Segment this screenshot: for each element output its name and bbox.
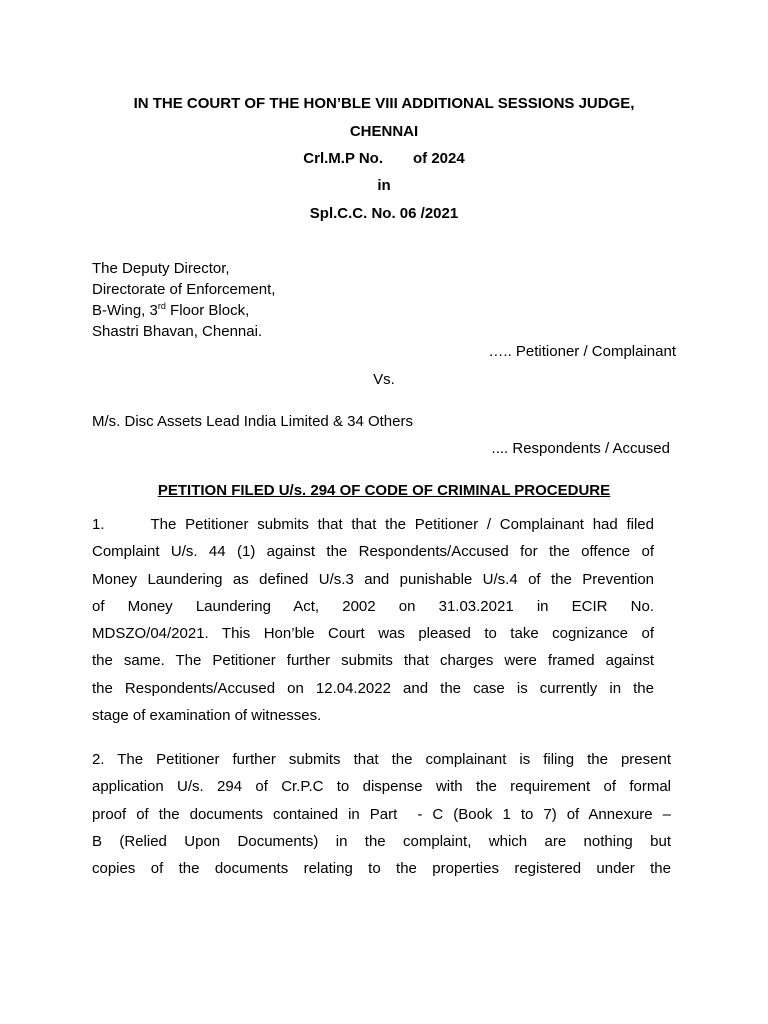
paragraph-2-line: proof of the documents contained in Part - C (Book 1 to 7) of Annexure – <box>92 805 671 823</box>
petitioner-line-1: The Deputy Director, <box>92 260 230 277</box>
crlmp-label: Crl.M.P No. <box>303 150 384 167</box>
respondent-role: .... Respondents / Accused <box>491 440 670 457</box>
crlmp-number-line <box>0 150 768 168</box>
paragraph-2-line: 2. The Petitioner further submits that the complainant is filing the present <box>92 751 671 768</box>
paragraph-1-line: the same. The Petitioner further submits that charges were framed against <box>92 652 654 670</box>
petition-title: PETITION FILED U/s. 294 OF CODE OF CRIMINAL PROCEDURE <box>157 482 611 499</box>
paragraph-1-line: 1. The Petitioner submits that that the Petitioner / Complainant had filed <box>92 516 654 533</box>
petitioner-line-2: Directorate of Enforcement, <box>92 281 276 298</box>
paragraph-1 <box>92 511 654 729</box>
petitioner-address <box>92 258 275 342</box>
case-number: Spl.C.C. No. 06 /2021 <box>309 205 459 222</box>
paragraph-1-line: Complaint U/s. 44 (1) against the Respondents/Accused for the offence of <box>92 543 654 561</box>
in-text: in <box>377 177 391 194</box>
paragraph-1-line: of Money Laundering Act, 2002 on 31.03.2021 in ECIR No. <box>92 597 654 615</box>
crlmp-year: of 2024 <box>413 150 465 167</box>
petitioner-line-4: Shastri Bhavan, Chennai. <box>92 323 263 340</box>
paragraph-number: 1. <box>92 516 105 533</box>
petitioner-role: ….. Petitioner / Complainant <box>488 343 676 360</box>
paragraph-2-line: copies of the documents relating to the properties registered under the <box>92 860 671 878</box>
paragraph-2-line: application U/s. 294 of Cr.P.C to dispense with the requirement of formal <box>92 778 671 796</box>
paragraph-1-line: Money Laundering as defined U/s.3 and punishable U/s.4 of the Prevention <box>92 570 654 588</box>
paragraph-2 <box>92 746 671 882</box>
paragraph-1-line: the Respondents/Accused on 12.04.2022 and the case is currently in the <box>92 679 654 697</box>
court-title-line-2: CHENNAI <box>349 123 419 140</box>
versus-text: Vs. <box>373 371 395 388</box>
petitioner-line-3: B-Wing, 3rd Floor Block, <box>92 301 250 319</box>
court-title-line-1: IN THE COURT OF THE HON’BLE VIII ADDITIONAL SESSIONS JUDGE, <box>133 95 635 112</box>
paragraph-1-line: stage of examination of witnesses. <box>92 707 322 725</box>
respondent-name: M/s. Disc Assets Lead India Limited & 34 Others <box>92 413 413 430</box>
paragraph-1-line: MDSZO/04/2021. This Hon’ble Court was pleased to take cognizance of <box>92 625 654 643</box>
paragraph-2-line: B (Relied Upon Documents) in the complaint, which are nothing but <box>92 832 671 850</box>
ordinal-superscript: rd <box>157 301 166 311</box>
